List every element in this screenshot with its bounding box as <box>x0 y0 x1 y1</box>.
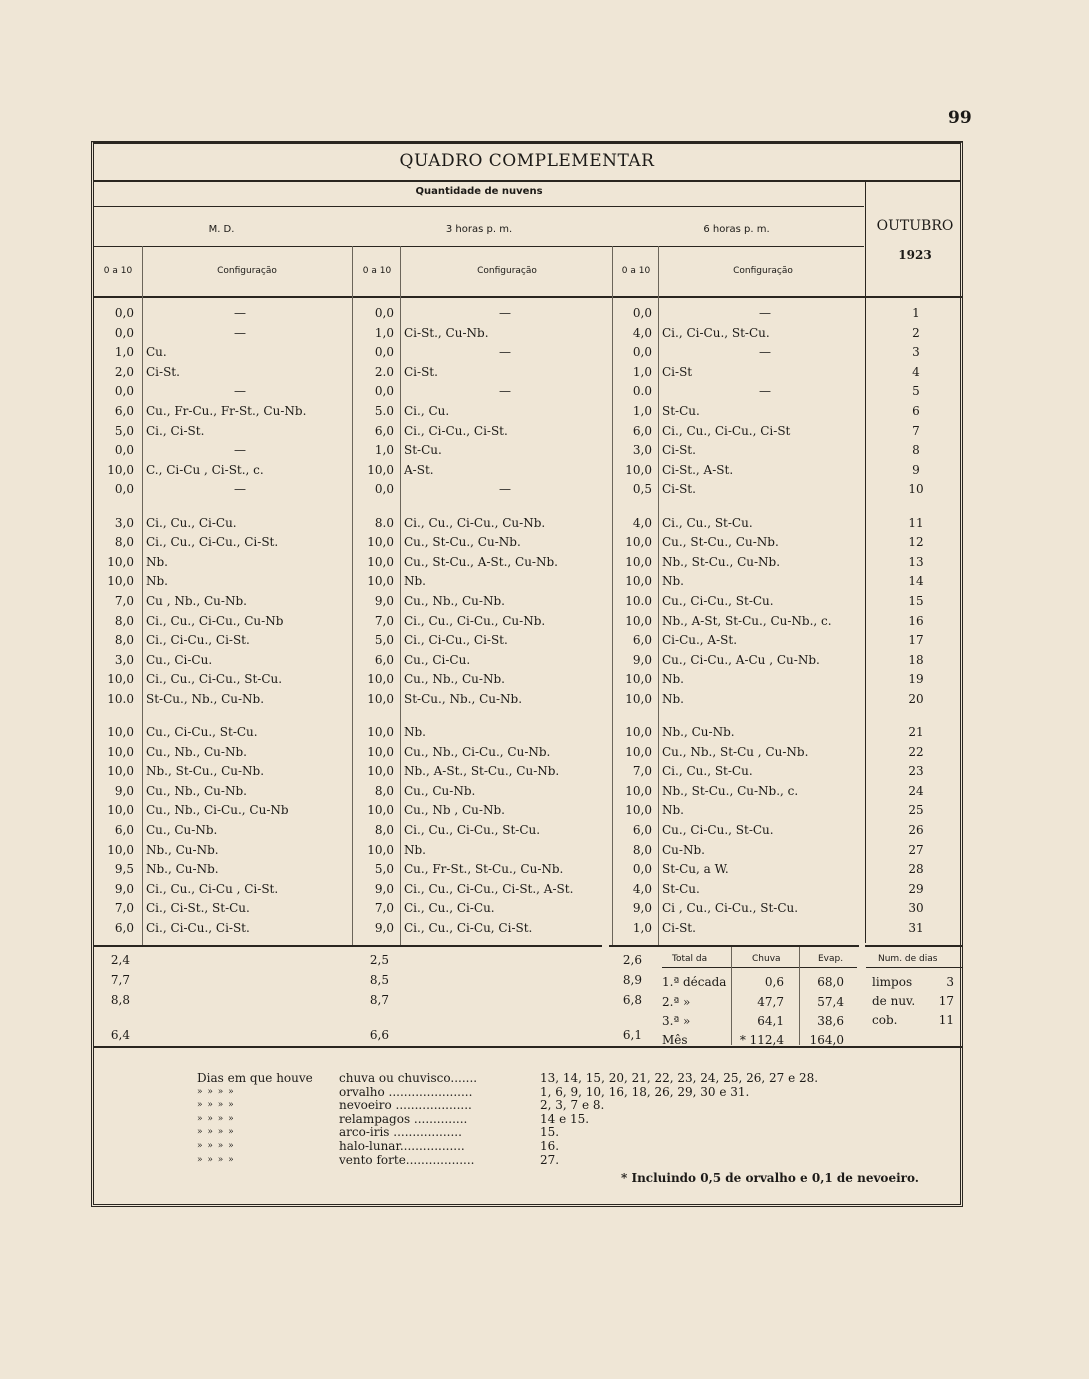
day-number: 20 <box>908 691 924 706</box>
md-config: Ci., Ci-Cu., Ci-St. <box>146 921 250 935</box>
h3-amount: 9,0 <box>374 921 394 935</box>
md-amount: 10,0 <box>107 842 134 857</box>
h6-config: — <box>759 306 771 320</box>
h6-config: Nb. <box>662 803 684 818</box>
md-amount: 10,0 <box>107 574 134 589</box>
md-config: Cu., Ci-Cu., St-Cu. <box>146 725 258 739</box>
page-number: 99 <box>948 108 972 128</box>
md-config: Nb. <box>146 554 168 569</box>
month-header: OUTUBRO <box>876 218 954 234</box>
day-number: 11 <box>908 515 924 530</box>
footer-phenomenon: vento forte.................. <box>339 1152 475 1167</box>
evap-total: 57,4 <box>817 995 844 1009</box>
md-config: Cu , Nb., Cu-Nb. <box>146 593 247 608</box>
md-config: Ci., Ci-Cu., Ci-St. <box>146 633 250 648</box>
h3-amount: 10,0 <box>367 574 394 589</box>
day-number: 30 <box>908 901 924 916</box>
h6-config: Cu., Ci-Cu., A-Cu , Cu-Nb. <box>662 652 820 667</box>
md-config: Cu., Nb., Ci-Cu., Cu-Nb <box>146 803 289 818</box>
h3-amount: 10,0 <box>367 462 394 477</box>
md-amount: 10.0 <box>107 691 134 706</box>
h6-amount: 10,0 <box>625 574 652 589</box>
h3-amount: 0,0 <box>374 306 394 320</box>
footer-phenomenon: halo-lunar................. <box>339 1139 465 1153</box>
h6-config: Cu., St-Cu., Cu-Nb. <box>662 535 779 550</box>
md-header: M. D. <box>208 224 235 235</box>
h6-amount: 4,0 <box>632 515 652 530</box>
md-config: C., Ci-Cu , Ci-St., c. <box>146 462 264 477</box>
h3-config: — <box>499 384 511 399</box>
h6-config: Nb., St-Cu., Cu-Nb. <box>662 554 781 569</box>
footer-prefix: » » » » <box>197 1100 235 1111</box>
day-number: 5 <box>912 384 920 399</box>
h3-amount: 10,0 <box>367 672 394 687</box>
h6-config: St-Cu. <box>662 881 700 896</box>
h6-config: — <box>759 384 771 399</box>
footer-note: * Incluindo 0,5 de orvalho e 0,1 de nevoeiro. <box>621 1171 919 1185</box>
h3-config: Nb., A-St., St-Cu., Cu-Nb. <box>404 764 560 779</box>
h6-config: Ci., Cu., St-Cu. <box>662 515 753 530</box>
md-config: Ci., Cu., Ci-Cu. <box>146 515 237 530</box>
h3-config: Ci., Ci-Cu., Ci-St. <box>404 423 508 438</box>
days-label: de nuv. <box>872 994 916 1008</box>
h3-config: Ci., Cu., Ci-Cu., Cu-Nb. <box>404 515 546 530</box>
md-amount: 6,0 <box>114 823 134 837</box>
md-config: Ci., Cu., Ci-Cu , Ci-St. <box>146 881 279 896</box>
h3-config: Ci-St., Cu-Nb. <box>404 325 489 340</box>
md-amount: 5,0 <box>114 423 134 438</box>
h6-amount: 10,0 <box>625 803 652 818</box>
md-summary: 7,7 <box>110 973 130 987</box>
rain-header: Chuva <box>752 954 781 964</box>
h6-amount: 1,0 <box>632 921 652 935</box>
md-config: — <box>234 443 246 458</box>
h3-config: Ci., Cu., Ci-Cu, Ci-St. <box>404 921 533 935</box>
h6-amount: 10,0 <box>625 672 652 687</box>
md-amount: 10,0 <box>107 554 134 569</box>
h3-config: Cu., Nb., Ci-Cu., Cu-Nb. <box>404 744 551 759</box>
h3-amount: 9,0 <box>374 881 394 896</box>
h3-amount: 8,0 <box>374 823 394 837</box>
md-amount: 9,5 <box>114 862 134 877</box>
md-amount: 6,0 <box>114 404 134 418</box>
h3-amount: 10,0 <box>367 725 394 739</box>
h3-summary: 6,6 <box>369 1028 389 1042</box>
day-number: 26 <box>908 823 924 837</box>
days-label: cob. <box>872 1013 898 1027</box>
h6-summary: 6,1 <box>622 1028 642 1042</box>
h6-config: Configuração <box>733 266 793 276</box>
h3-amount: 0,0 <box>374 345 394 360</box>
h3-config: Ci-St. <box>404 364 438 379</box>
md-amount: 10,0 <box>107 744 134 759</box>
md-config: Configuração <box>217 266 277 276</box>
footer-prefix: » » » » <box>197 1086 235 1097</box>
h6-amount: 0,0 <box>632 862 652 877</box>
h6-amount: 6,0 <box>632 423 652 438</box>
h3-config: Cu., Nb., Cu-Nb. <box>404 593 505 608</box>
days-header: Num. de dias <box>878 954 938 964</box>
day-number: 21 <box>908 725 924 739</box>
h6-config: Nb., St-Cu., Cu-Nb., c. <box>662 783 799 798</box>
evap-total: 38,6 <box>817 1014 844 1028</box>
h3-summary: 8,7 <box>369 993 389 1007</box>
footer-phenomenon: chuva ou chuvisco....... <box>339 1071 478 1085</box>
totals-period: 1.ª década <box>662 975 727 989</box>
h3-config: Ci., Cu., Ci-Cu., St-Cu. <box>404 823 541 837</box>
h6-config: Nb. <box>662 691 684 706</box>
h3-summary: 8,5 <box>369 973 389 987</box>
md-config: Ci., Ci-St. <box>146 423 205 438</box>
md-config: Cu., Nb., Cu-Nb. <box>146 744 247 759</box>
h6-config: Cu-Nb. <box>662 842 705 857</box>
h6-config: — <box>759 345 771 360</box>
md-amount: 0,0 <box>114 325 134 340</box>
md-config: St-Cu., Nb., Cu-Nb. <box>146 691 265 706</box>
h6-config: St-Cu, a W. <box>662 862 729 877</box>
h3-amount: 8.0 <box>374 515 394 530</box>
h3-amount: 9,0 <box>374 593 394 608</box>
md-amount: 9,0 <box>114 881 134 896</box>
footer-prefix: » » » » <box>197 1127 235 1138</box>
h3-amount: 1,0 <box>374 325 394 340</box>
day-number: 16 <box>908 613 924 628</box>
footer-prefix: » » » » <box>197 1154 235 1165</box>
h6-amount: 9,0 <box>632 652 652 667</box>
h3-amount: 5,0 <box>374 862 394 877</box>
days-count: 3 <box>946 975 954 989</box>
h6-config: Ci., Ci-Cu., St-Cu. <box>662 325 770 340</box>
h3-amount: 10,0 <box>367 535 394 550</box>
h6-amount: 0,5 <box>632 482 652 497</box>
footer-days: 1, 6, 9, 10, 16, 18, 26, 29, 30 e 31. <box>540 1084 750 1099</box>
h6-config: St-Cu. <box>662 404 700 418</box>
h6-amount: 8,0 <box>632 842 652 857</box>
days-label: limpos <box>872 975 913 989</box>
year-header: 1923 <box>898 248 932 262</box>
h6-amount: 10,0 <box>625 613 652 628</box>
h6-scale: 0 a 10 <box>621 266 651 276</box>
h6-config: Ci-Cu., A-St. <box>662 633 738 648</box>
h6-amount: 10,0 <box>625 744 652 759</box>
h6-config: Cu., Ci-Cu., St-Cu. <box>662 593 774 608</box>
day-number: 14 <box>908 574 924 589</box>
h6-config: Ci-St. <box>662 443 696 458</box>
evap-total: 164,0 <box>809 1033 844 1047</box>
h3-config: — <box>499 345 511 360</box>
h3-config: Cu., St-Cu., Cu-Nb. <box>404 535 521 550</box>
day-number: 25 <box>908 803 924 818</box>
h6-amount: 9,0 <box>632 901 652 916</box>
md-config: Nb. <box>146 574 168 589</box>
footer-days: 2, 3, 7 e 8. <box>540 1098 605 1113</box>
md-amount: 7,0 <box>114 901 134 916</box>
h6-amount: 10,0 <box>625 725 652 739</box>
day-number: 6 <box>912 404 920 418</box>
md-config: Nb., Cu-Nb. <box>146 862 219 877</box>
md-summary: 6,4 <box>110 1028 130 1042</box>
h6-amount: 3,0 <box>632 443 652 458</box>
h3-config: St-Cu. <box>404 443 442 458</box>
h6-amount: 6,0 <box>632 633 652 648</box>
footer-phenomenon: relampagos .............. <box>339 1111 468 1126</box>
h3-summary: 2,5 <box>369 953 389 967</box>
md-amount: 7,0 <box>114 593 134 608</box>
md-scale: 0 a 10 <box>103 266 133 276</box>
h6-amount: 10.0 <box>625 593 652 608</box>
footer-phenomenon: arco-iris .................. <box>339 1125 462 1140</box>
h6-amount: 10,0 <box>625 554 652 569</box>
day-number: 8 <box>912 443 920 458</box>
h3-amount: 1,0 <box>374 443 394 458</box>
day-number: 7 <box>912 423 920 438</box>
h3-config: Nb. <box>404 574 426 589</box>
md-amount: 10,0 <box>107 764 134 779</box>
h6-config: Ci , Cu., Ci-Cu., St-Cu. <box>662 901 799 916</box>
h3-config: Cu., Nb , Cu-Nb. <box>404 803 505 818</box>
h3-amount: 5,0 <box>374 633 394 648</box>
md-amount: 1,0 <box>114 345 134 360</box>
h6-summary: 8,9 <box>622 973 642 987</box>
h3-amount: 7,0 <box>374 901 394 916</box>
h6-amount: 0,0 <box>632 345 652 360</box>
day-number: 12 <box>908 535 924 550</box>
day-number: 3 <box>912 345 920 360</box>
h6-config: Ci., Cu., Ci-Cu., Ci-St <box>662 423 791 438</box>
h3-config: Nb. <box>404 842 426 857</box>
h6-amount: 1,0 <box>632 404 652 418</box>
h6-amount: 0.0 <box>632 384 652 399</box>
footer-days: 14 e 15. <box>540 1111 590 1126</box>
md-config: Cu. <box>146 345 167 360</box>
h3-amount: 0,0 <box>374 482 394 497</box>
h6-summary: 6,8 <box>622 993 642 1007</box>
totals-period: Mês <box>662 1033 688 1047</box>
h3-amount: 7,0 <box>374 613 394 628</box>
h3-config: St-Cu., Nb., Cu-Nb. <box>404 691 523 706</box>
day-number: 10 <box>908 482 924 497</box>
h3-config: — <box>499 482 511 497</box>
md-config: Cu., Cu-Nb. <box>146 823 218 837</box>
h6-amount: 0,0 <box>632 306 652 320</box>
h6-amount: 10,0 <box>625 691 652 706</box>
h6-config: Cu., Ci-Cu., St-Cu. <box>662 823 774 837</box>
h6-amount: 10,0 <box>625 462 652 477</box>
h3-amount: 6,0 <box>374 652 394 667</box>
h6-amount: 10,0 <box>625 535 652 550</box>
h3-amount: 2.0 <box>374 364 394 379</box>
footer-days: 27. <box>540 1152 560 1167</box>
md-summary: 2,4 <box>110 953 130 967</box>
h6-amount: 10,0 <box>625 783 652 798</box>
md-amount: 0,0 <box>114 306 134 320</box>
h6-config: Cu., Nb., St-Cu , Cu-Nb. <box>662 744 809 759</box>
h6-config: Nb., A-St, St-Cu., Cu-Nb., c. <box>662 613 832 628</box>
day-number: 15 <box>908 593 924 608</box>
h3-config: Ci., Cu. <box>404 404 450 418</box>
md-config: Cu., Ci-Cu. <box>146 652 213 667</box>
md-config: Cu., Fr-Cu., Fr-St., Cu-Nb. <box>146 404 307 418</box>
h6-config: Ci-St. <box>662 482 696 497</box>
md-amount: 0,0 <box>114 482 134 497</box>
md-config: — <box>234 306 246 320</box>
md-config: Ci., Cu., Ci-Cu., Ci-St. <box>146 535 279 550</box>
day-number: 18 <box>908 652 924 667</box>
h3-amount: 10,0 <box>367 554 394 569</box>
totals-period: 3.ª » <box>662 1014 691 1028</box>
rain-total: 0,6 <box>764 975 784 989</box>
h6-amount: 6,0 <box>632 823 652 837</box>
day-number: 29 <box>908 881 924 896</box>
clouds-header: Quantidade de nuvens <box>415 186 543 197</box>
h3-scale: 0 a 10 <box>362 266 392 276</box>
h3-config: Ci., Cu., Ci-Cu., Cu-Nb. <box>404 613 546 628</box>
h6-config: Ci., Cu., St-Cu. <box>662 764 753 779</box>
day-number: 19 <box>908 672 924 687</box>
totals-period: 2.ª » <box>662 995 691 1009</box>
h6-config: Ci-St. <box>662 921 696 935</box>
h6-config: Nb. <box>662 672 684 687</box>
evap-total: 68,0 <box>817 975 844 989</box>
h6-header: 6 horas p. m. <box>703 224 770 235</box>
h6-config: Nb. <box>662 574 684 589</box>
md-summary: 8,8 <box>110 993 130 1007</box>
h3-amount: 10,0 <box>367 803 394 818</box>
md-amount: 10,0 <box>107 803 134 818</box>
h3-config: Cu., Nb., Cu-Nb. <box>404 672 505 687</box>
h6-amount: 1,0 <box>632 364 652 379</box>
h3-config: Cu., St-Cu., A-St., Cu-Nb. <box>404 554 558 569</box>
day-number: 22 <box>908 744 924 759</box>
footer-days: 16. <box>540 1139 560 1153</box>
md-config: Ci., Ci-St., St-Cu. <box>146 901 250 916</box>
day-number: 4 <box>912 364 920 379</box>
h6-config: Ci-St., A-St. <box>662 462 734 477</box>
day-number: 31 <box>908 921 924 935</box>
md-config: — <box>234 325 246 340</box>
md-config: Nb., St-Cu., Cu-Nb. <box>146 764 265 779</box>
h3-amount: 10,0 <box>367 744 394 759</box>
h3-header: 3 horas p. m. <box>445 224 513 235</box>
table-title: QUADRO COMPLEMENTAR <box>94 144 960 182</box>
md-amount: 2,0 <box>114 364 134 379</box>
md-amount: 0,0 <box>114 443 134 458</box>
md-config: Ci., Cu., Ci-Cu., St-Cu. <box>146 672 283 687</box>
day-number: 28 <box>908 862 924 877</box>
day-number: 24 <box>908 783 924 798</box>
h3-config: Cu., Cu-Nb. <box>404 783 476 798</box>
md-amount: 3,0 <box>114 652 134 667</box>
day-number: 2 <box>912 325 920 340</box>
md-amount: 8,0 <box>114 633 134 648</box>
h3-amount: 6,0 <box>374 423 394 438</box>
md-amount: 10,0 <box>107 672 134 687</box>
h3-config: Ci., Cu., Ci-Cu., Ci-St., A-St. <box>404 881 574 896</box>
h3-config: Configuração <box>477 266 537 276</box>
footer-prefix: » » » » <box>197 1141 235 1151</box>
totals-header: Total da <box>672 954 708 964</box>
md-amount: 8,0 <box>114 535 134 550</box>
h3-config: Cu., Ci-Cu. <box>404 652 471 667</box>
days-count: 17 <box>938 994 954 1008</box>
h6-summary: 2,6 <box>622 953 642 967</box>
h3-amount: 8,0 <box>374 783 394 798</box>
h3-config: — <box>499 306 511 320</box>
md-config: Cu., Nb., Cu-Nb. <box>146 783 247 798</box>
h3-config: Nb. <box>404 725 426 739</box>
day-number: 13 <box>908 554 924 569</box>
md-config: Ci., Cu., Ci-Cu., Cu-Nb <box>146 613 284 628</box>
h3-config: Ci., Cu., Ci-Cu. <box>404 901 495 916</box>
md-amount: 10,0 <box>107 725 134 739</box>
h3-amount: 10,0 <box>367 764 394 779</box>
day-number: 9 <box>912 462 920 477</box>
h6-amount: 7,0 <box>632 764 652 779</box>
h6-amount: 4,0 <box>632 325 652 340</box>
md-config: Nb., Cu-Nb. <box>146 842 219 857</box>
day-number: 1 <box>912 306 920 320</box>
rain-total: * 112,4 <box>739 1033 784 1047</box>
h6-config: Nb., Cu-Nb. <box>662 725 735 739</box>
md-config: — <box>234 384 246 399</box>
md-config: Ci-St. <box>146 364 180 379</box>
md-amount: 10,0 <box>107 462 134 477</box>
md-amount: 6,0 <box>114 921 134 935</box>
md-amount: 8,0 <box>114 613 134 628</box>
footer-days: 15. <box>540 1125 560 1140</box>
h3-amount: 10,0 <box>367 842 394 857</box>
md-amount: 9,0 <box>114 783 134 798</box>
md-amount: 0,0 <box>114 384 134 399</box>
h3-config: A-St. <box>404 462 434 477</box>
h3-config: Ci., Ci-Cu., Ci-St. <box>404 633 508 648</box>
complementary-table <box>91 141 963 1207</box>
rain-total: 64,1 <box>757 1014 784 1028</box>
day-number: 23 <box>908 764 924 779</box>
footer-phenomenon: nevoeiro .................... <box>339 1098 472 1113</box>
h3-amount: 0,0 <box>374 384 394 399</box>
footer-prefix: » » » » <box>197 1113 235 1124</box>
day-number: 27 <box>908 842 924 857</box>
md-amount: 3,0 <box>114 515 134 530</box>
rain-total: 47,7 <box>757 995 784 1009</box>
days-count: 11 <box>938 1013 954 1027</box>
h3-config: Cu., Fr-St., St-Cu., Cu-Nb. <box>404 862 564 877</box>
h3-amount: 5.0 <box>374 404 394 418</box>
footer-prefix: Dias em que houve <box>197 1071 313 1085</box>
day-number: 17 <box>908 633 924 648</box>
footer-days: 13, 14, 15, 20, 21, 22, 23, 24, 25, 26, 27 e 28. <box>540 1071 819 1085</box>
h6-amount: 4,0 <box>632 881 652 896</box>
h6-config: Ci-St <box>662 364 693 379</box>
footer-phenomenon: orvalho ...................... <box>339 1084 473 1099</box>
h3-amount: 10,0 <box>367 691 394 706</box>
evap-header: Evap. <box>818 954 844 964</box>
md-config: — <box>234 482 246 497</box>
